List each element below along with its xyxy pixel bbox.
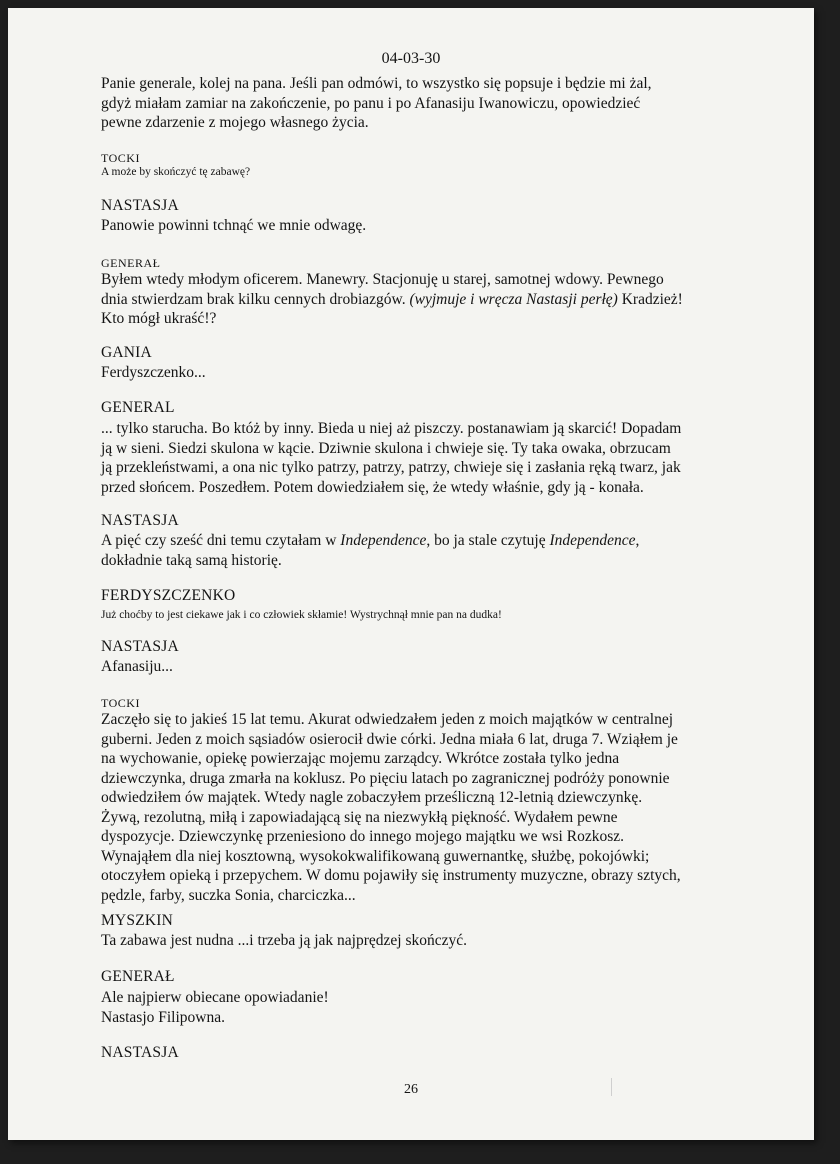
text-line: ją w sieni. Siedzi skulona w kącie. Dziwnie skulona i chwieje się. Ty taka owaka, obrzucam [101, 439, 671, 457]
text-segment: , bo ja stale czytuję [426, 532, 550, 549]
speaker-name: GENERAŁ [101, 256, 161, 270]
document-page [8, 8, 814, 1140]
speaker-name: NASTASJA [101, 512, 179, 529]
text-line: ją przekleństwami, a ona nic tylko patrzy, patrzy, patrzy, chwieje się i zasłania ręką twarz, jak [101, 459, 681, 476]
text-line [101, 290, 720, 310]
text-line: otoczyłem opieką i przepychem. W domu pojawiły się instrumenty muzyczne, obrazy sztych, [101, 867, 681, 884]
speech-text [101, 710, 720, 905]
text-line: na wychowanie, opiekę powierzając mojemu zarządcy. Wkrótce została tylko jedna [101, 750, 620, 767]
text-line: Zaczęło się to jakieś 15 lat temu. Akurat odwiedzałem jeden z moich majątków w centralnej [101, 711, 674, 728]
text-segment: , [635, 532, 640, 549]
text-line: Już choćby to jest ciekawe jak i co człowiek skłamie! Wystrychnął mnie pan na dudka! [101, 609, 502, 621]
speech-text [101, 608, 720, 623]
text-line: Żywą, rezolutną, miłą i zapowiadającą się na niezwykłą piękność. Wydałem pewne [101, 808, 618, 826]
text-line [101, 531, 720, 551]
text-line: dyspozycje. Dziewczynkę przeniesiono do innego mojego majątku we wsi Rozkosz. [101, 828, 624, 845]
speech-text [101, 165, 720, 180]
speech-text [101, 531, 720, 570]
text-segment: dnia stwierdzam brak kilku cennych drobiazgów. [101, 290, 410, 308]
text-line: dokładnie taką samą historię. [101, 551, 282, 569]
text-line: odwiedziłem ów majątek. Wtedy nagle zobaczyłem prześliczną 12-letnią dziewczynkę. [101, 789, 643, 806]
text-line: ... tylko starucha. Bo któż by inny. Bieda u niej aż piszczy. postanawiam ją skarcić! Dopadam [101, 420, 682, 437]
text-line: Kto mógł ukraść!? [101, 310, 217, 327]
speech-text [101, 419, 720, 497]
text-line: przed słońcem. Poszedłem. Potem dowiedziałem się, że wtedy właśnie, gdy ją - konała. [101, 478, 644, 496]
speech-text [101, 988, 720, 1027]
stage-direction: (wyjmuje i wręcza Nastasji perłę) [409, 290, 618, 308]
text-line: Nastasjo Filipowna. [101, 1008, 225, 1026]
speaker-name: MYSZKIN [101, 912, 174, 929]
text-line: pędzle, farby, suczka Sonia, charciczka... [101, 886, 356, 904]
text-line: Afanasiju... [101, 658, 173, 675]
italic-title: Independence [340, 532, 427, 549]
speaker-name: TOCKI [101, 696, 140, 710]
text-line: Panie generale, kolej na pana. Jeśli pan odmówi, to wszystko się popsuje i będzie mi żal, [101, 75, 652, 92]
text-segment: A pięć czy sześć dni temu czytałam w [101, 532, 341, 549]
speaker-name: GENERAŁ [101, 968, 175, 985]
text-line: Ale najpierw obiecane opowiadanie! [101, 989, 329, 1006]
speech-text [101, 657, 720, 677]
speech-text [101, 74, 720, 133]
text-segment: Kradzież! [617, 290, 683, 308]
text-line: guberni. Jeden z moich sąsiadów osierocił dwie córki. Jedna miała 6 lat, druga 7. Wziąłem je [101, 730, 678, 748]
text-line: Byłem wtedy młodym oficerem. Manewry. Stacjonuję u starej, samotnej wdowy. Pewnego [101, 271, 664, 288]
page-number: 26 [404, 1082, 418, 1097]
text-line: Ta zabawa jest nudna ...i trzeba ją jak najprędzej skończyć. [101, 932, 468, 949]
text-line: dziewczynka, druga zmarła na koklusz. Po pięciu latach po zagranicznej podróży ponownie [101, 769, 670, 787]
speaker-name: FERDYSZCZENKO [101, 587, 236, 604]
text-line: A może by skończyć tę zabawę? [101, 166, 251, 178]
speaker-name: NASTASJA [101, 638, 179, 655]
speech-text [101, 270, 720, 329]
header-date: 04-03-30 [381, 50, 441, 67]
text-line: Panowie powinni tchnąć we mnie odwagę. [101, 217, 367, 234]
speaker-name: GENERAL [101, 399, 175, 416]
speech-text [101, 931, 720, 951]
text-line: Wynająłem dla niej kosztowną, wysokokwalifikowaną guwernantkę, służbę, pokojówki; [101, 847, 650, 865]
speech-text [101, 216, 720, 236]
speech-text [101, 363, 720, 383]
text-line: Ferdyszczenko... [101, 364, 206, 381]
speaker-name: NASTASJA [101, 1044, 179, 1061]
italic-title: Independence [549, 532, 636, 549]
text-line: pewne zdarzenie z mojego własnego życia. [101, 114, 369, 131]
speaker-name: NASTASJA [101, 197, 179, 214]
text-line: gdyż miałam zamiar na zakończenie, po panu i po Afanasiju Iwanowiczu, opowiedzieć [101, 94, 641, 112]
speaker-name: GANIA [101, 344, 152, 361]
speaker-name: TOCKI [101, 151, 140, 165]
